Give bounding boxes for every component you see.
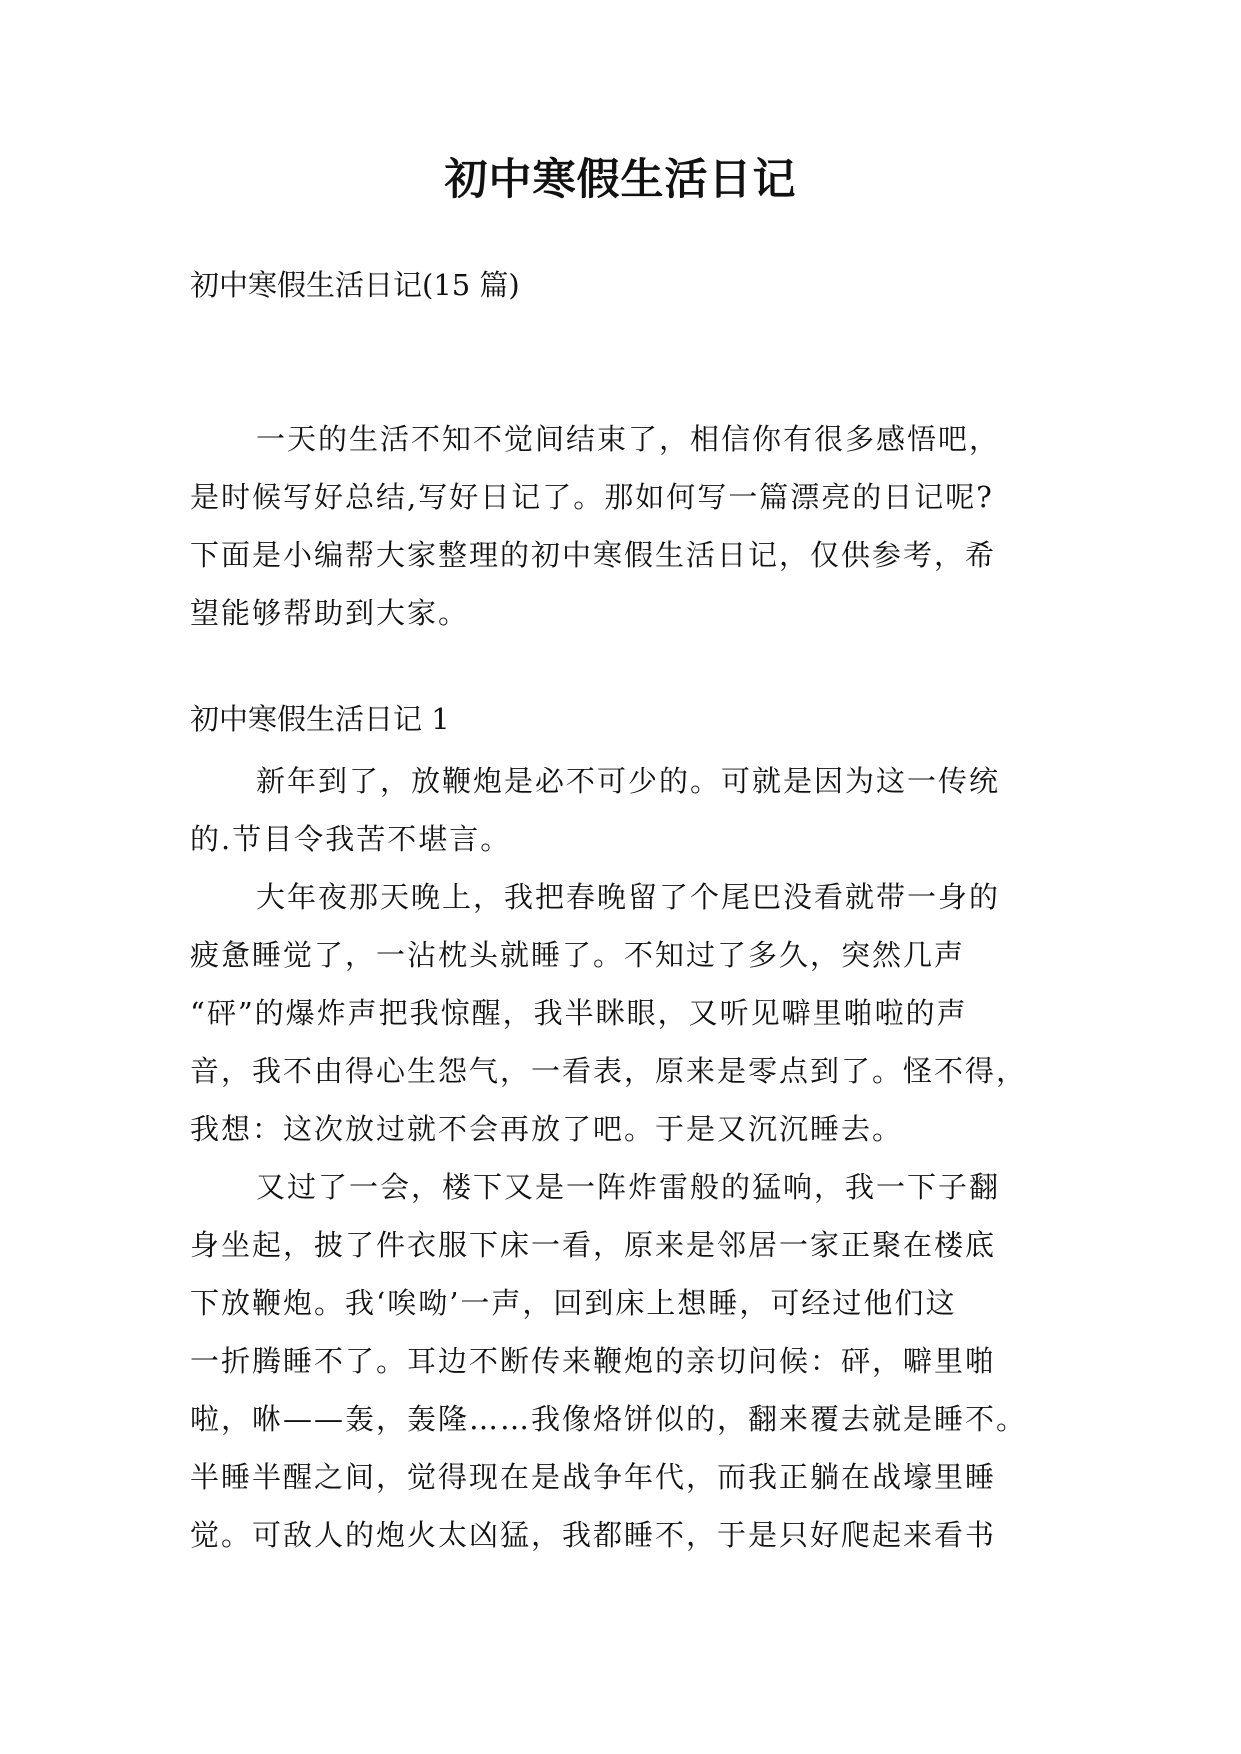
body-line: 下放鞭炮。我‘唉呦’一声，回到床上想睡，可经过他们这 (190, 1286, 957, 1320)
body-line: 又过了一会，楼下又是一阵炸雷般的猛响，我一下子翻 (256, 1170, 1001, 1204)
body-line: 的.节目令我苦不堪言。 (190, 822, 512, 856)
body-line: 身坐起，披了件衣服下床一看，原来是邻居一家正聚在楼底 (190, 1228, 997, 1262)
body-line: 觉。可敌人的炮火太凶猛，我都睡不，于是只好爬起来看书 (190, 1518, 997, 1552)
body-line: 半睡半醒之间，觉得现在是战争年代，而我正躺在战壕里睡 (190, 1460, 997, 1494)
body-line: 疲惫睡觉了，一沾枕头就睡了。不知过了多久，突然几声 (190, 938, 966, 972)
body-line: “砰”的爆炸声把我惊醒，我半眯眼，又听见噼里啪啦的声 (190, 996, 968, 1030)
body-line: 啦，咻——轰，轰隆……我像烙饼似的，翻来覆去就是睡不。 (190, 1402, 1028, 1436)
intro-line: 一天的生活不知不觉间结束了，相信你有很多感悟吧， (256, 422, 1001, 456)
body-line: 音，我不由得心生怨气，一看表，原来是零点到了。怪不得， (190, 1054, 1028, 1088)
intro-paragraph (190, 410, 1070, 642)
body-line: 我想：这次放过就不会再放了吧。于是又沉沉睡去。 (190, 1112, 904, 1146)
diary-body (190, 752, 1070, 1564)
body-line: 新年到了，放鞭炮是必不可少的。可就是因为这一传统 (256, 764, 1001, 798)
body-line: 一折腾睡不了。耳边不断传来鞭炮的亲切问候：砰，噼里啪 (190, 1344, 997, 1378)
document-subtitle: 初中寒假生活日记(15 篇) (190, 268, 520, 302)
section-heading: 初中寒假生活日记 1 (190, 702, 450, 736)
body-line: 大年夜那天晚上，我把春晚留了个尾巴没看就带一身的 (256, 880, 1001, 914)
document-title: 初中寒假生活日记 (444, 155, 797, 205)
intro-line: 望能够帮助到大家。 (190, 596, 470, 630)
intro-line: 下面是小编帮大家整理的初中寒假生活日记，仅供参考，希 (190, 538, 997, 572)
intro-line: 是时候写好总结,写好日记了。那如何写一篇漂亮的日记呢? (190, 480, 994, 514)
